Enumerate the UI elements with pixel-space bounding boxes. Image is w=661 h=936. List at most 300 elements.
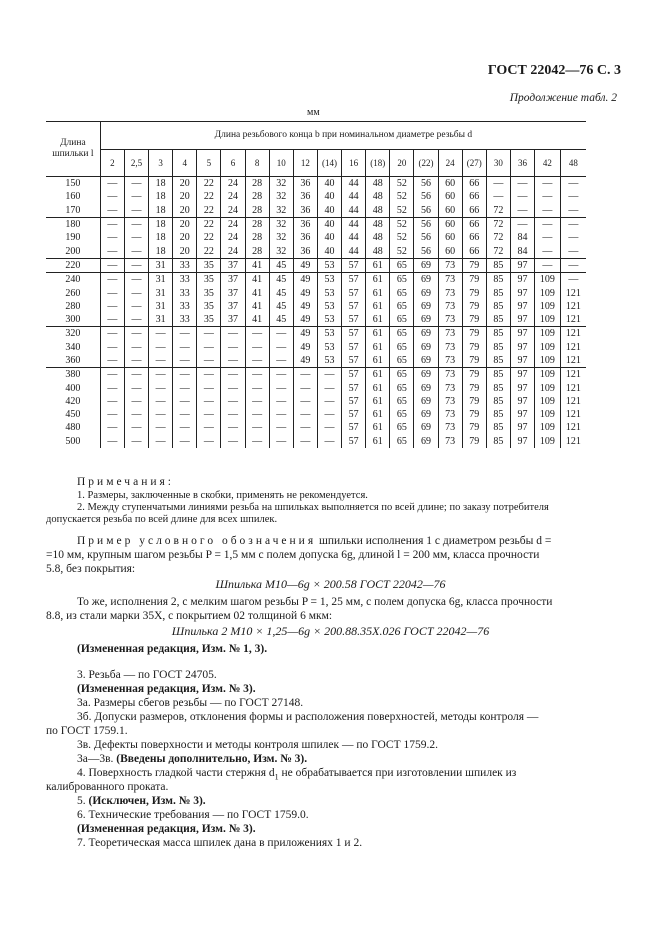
thread-length-cell: 28 (245, 177, 269, 191)
thread-length-cell: 35 (197, 258, 221, 272)
thread-length-cell: — (535, 177, 561, 191)
diameter-header-cell: 48 (560, 150, 586, 177)
item-7: 7. Теоретическая масса шпилек дана в приложениях 1 и 2. (77, 837, 363, 849)
thread-length-cell: — (124, 190, 148, 203)
diameter-header-cell: (14) (317, 150, 341, 177)
thread-length-cell: 52 (390, 204, 414, 218)
thread-length-cell: — (124, 231, 148, 244)
thread-length-cell: 65 (390, 300, 414, 313)
thread-length-cell: 56 (414, 244, 438, 258)
thread-length-cell: — (100, 300, 124, 313)
thread-length-cell: 57 (342, 368, 366, 382)
thread-length-cell: 56 (414, 204, 438, 218)
thread-length-header: Длина резьбового конца b при номинальном диаметре резьбы d (100, 122, 586, 150)
thread-length-cell: — (197, 421, 221, 434)
thread-length-cell: 73 (438, 327, 462, 341)
length-cell: 320 (46, 327, 100, 341)
thread-length-cell: 53 (317, 354, 341, 368)
length-cell: 380 (46, 368, 100, 382)
thread-length-cell: 61 (366, 354, 390, 368)
thread-length-cell: 61 (366, 341, 390, 354)
thread-length-cell: 66 (462, 231, 486, 244)
thread-length-cell: 121 (565, 435, 581, 447)
thread-length-cell: — (197, 341, 221, 354)
thread-length-cell: — (124, 395, 148, 408)
thread-length-cell: — (535, 217, 561, 231)
thread-length-cell: 22 (197, 217, 221, 231)
thread-length-cell: 97 (510, 381, 534, 394)
thread-length-cell: — (317, 435, 341, 448)
table-row (46, 273, 586, 287)
thread-length-cell: 73 (438, 354, 462, 368)
thread-length-cell: — (245, 435, 269, 448)
thread-length-cell: 65 (390, 421, 414, 434)
thread-length-cell: 97 (510, 354, 534, 368)
thread-length-cell: 65 (390, 408, 414, 421)
item-5-note: (Исключен, Изм. № 3). (88, 795, 206, 807)
thread-length-cell: 121 (565, 341, 581, 353)
designation-1: Шпилька М10—6g × 200.58 ГОСТ 22042—76 (215, 577, 446, 591)
thread-length-cell: 97 (510, 368, 534, 382)
thread-length-cell: 66 (462, 217, 486, 231)
thread-length-cell: 56 (414, 217, 438, 231)
thread-length-cell: 85 (486, 286, 510, 299)
thread-length-cell: 97 (510, 341, 534, 354)
thread-length-cell: 61 (366, 286, 390, 299)
thread-length-cell: 40 (317, 177, 341, 191)
thread-length-cell: — (173, 395, 197, 408)
thread-length-cell: — (149, 408, 173, 421)
thread-length-cell: — (510, 190, 534, 203)
thread-length-cell: — (568, 178, 579, 190)
thread-length-cell: 85 (486, 381, 510, 394)
thread-length-cell: — (221, 421, 245, 434)
thread-length-cell: 40 (317, 204, 341, 218)
thread-length-cell: — (269, 368, 293, 382)
thread-length-cell: 53 (317, 286, 341, 299)
diameter-header-cell: 12 (293, 150, 317, 177)
thread-length-cell: 32 (269, 231, 293, 244)
length-cell: 180 (46, 217, 100, 231)
thread-length-cell: — (293, 368, 317, 382)
edition-note-3: (Измененная редакция, Изм. № 3). (77, 683, 256, 695)
thread-length-cell: 72 (486, 217, 510, 231)
length-cell: 450 (46, 408, 100, 421)
thread-length-cell: — (221, 435, 245, 448)
thread-length-cell: 28 (245, 204, 269, 218)
thread-length-cell: — (510, 217, 534, 231)
thread-length-cell: 66 (462, 190, 486, 203)
thread-length-cell: — (149, 341, 173, 354)
item-3a-3v (77, 752, 307, 766)
thread-length-cell: 35 (197, 286, 221, 299)
thread-length-cell: 109 (535, 286, 561, 299)
note-1: 1. Размеры, заключенные в скобки, применять не рекомендуется. (77, 490, 368, 501)
stud-thread-length-table (46, 121, 586, 448)
diameter-header-cell: 2,5 (124, 150, 148, 177)
table-row (46, 204, 586, 218)
thread-length-cell: 69 (414, 368, 438, 382)
length-cell: 480 (46, 421, 100, 434)
thread-length-cell: 109 (535, 341, 561, 354)
diameter-header-cell: 5 (197, 150, 221, 177)
thread-length-cell: 31 (149, 258, 173, 272)
thread-length-cell: 22 (197, 177, 221, 191)
thread-length-cell: 65 (390, 395, 414, 408)
thread-length-cell: 48 (366, 190, 390, 203)
thread-length-cell: 53 (317, 341, 341, 354)
thread-length-cell: 28 (245, 244, 269, 258)
thread-length-cell: — (124, 408, 148, 421)
table-row (46, 368, 586, 382)
thread-length-cell: — (124, 341, 148, 354)
thread-length-cell: 97 (510, 435, 534, 448)
length-cell: 280 (46, 300, 100, 313)
thread-length-cell: 57 (342, 313, 366, 327)
thread-length-cell: 18 (149, 177, 173, 191)
thread-length-cell: — (568, 191, 579, 203)
thread-length-cell: 65 (390, 354, 414, 368)
example-line-2: =10 мм, крупным шагом резьбы P = 1,5 мм с полем допуска 6g, длиной l = 200 мм, класса прочности (46, 549, 540, 561)
thread-length-cell: 69 (414, 435, 438, 448)
length-cell: 340 (46, 341, 100, 354)
thread-length-cell: 24 (221, 244, 245, 258)
thread-length-cell: 79 (462, 300, 486, 313)
diameter-header-cell: 42 (535, 150, 561, 177)
thread-length-cell: 41 (245, 273, 269, 287)
thread-length-cell: 61 (366, 327, 390, 341)
item-4-line-2: калиброванного проката. (46, 781, 169, 793)
table-row (46, 258, 586, 272)
thread-length-cell: — (245, 368, 269, 382)
thread-length-cell: 36 (293, 204, 317, 218)
thread-length-cell: 18 (149, 244, 173, 258)
thread-length-cell: 20 (173, 190, 197, 203)
thread-length-cell: 61 (366, 421, 390, 434)
thread-length-cell: 85 (486, 368, 510, 382)
thread-length-cell: 52 (390, 231, 414, 244)
thread-length-cell: 85 (486, 273, 510, 287)
thread-length-cell: 35 (197, 300, 221, 313)
thread-length-cell: — (173, 421, 197, 434)
table-row (46, 313, 586, 327)
thread-length-cell: 73 (438, 300, 462, 313)
table-row (46, 190, 586, 203)
thread-length-cell: 72 (486, 244, 510, 258)
thread-length-cell: 79 (462, 258, 486, 272)
thread-length-cell: 18 (149, 217, 173, 231)
thread-length-cell: 53 (317, 258, 341, 272)
thread-length-cell: 69 (414, 258, 438, 272)
thread-length-cell: 109 (535, 381, 561, 394)
thread-length-cell: — (149, 381, 173, 394)
thread-length-cell: — (269, 421, 293, 434)
thread-length-cell: — (100, 313, 124, 327)
thread-length-cell: 66 (462, 177, 486, 191)
thread-length-cell: 84 (510, 244, 534, 258)
diameter-header-cell: 36 (510, 150, 534, 177)
thread-length-cell: 79 (462, 368, 486, 382)
thread-length-cell: 60 (438, 177, 462, 191)
thread-length-cell: — (269, 327, 293, 341)
example-line-1-text: шпильки исполнения 1 с диаметром резьбы d = (319, 535, 552, 547)
example-lead: Пример условного обозначения (77, 535, 317, 547)
thread-length-cell: 33 (173, 313, 197, 327)
thread-length-cell: 79 (462, 327, 486, 341)
thread-length-cell: 37 (221, 258, 245, 272)
thread-length-cell: 31 (149, 300, 173, 313)
diameter-header-cell: 8 (245, 150, 269, 177)
thread-length-cell: 44 (342, 231, 366, 244)
thread-length-cell: 49 (293, 341, 317, 354)
thread-length-cell: 52 (390, 190, 414, 203)
thread-length-cell: — (100, 408, 124, 421)
thread-length-cell: 72 (486, 204, 510, 218)
thread-length-cell: 85 (486, 354, 510, 368)
thread-length-cell: 69 (414, 421, 438, 434)
table-row (46, 327, 586, 341)
thread-length-cell: 97 (510, 408, 534, 421)
thread-length-cell: 33 (173, 273, 197, 287)
thread-length-cell: 85 (486, 327, 510, 341)
thread-length-cell: — (124, 217, 148, 231)
thread-length-cell: 36 (293, 177, 317, 191)
thread-length-cell: 61 (366, 258, 390, 272)
thread-length-cell: 69 (414, 327, 438, 341)
thread-length-cell: 18 (149, 190, 173, 203)
thread-length-cell: 45 (269, 273, 293, 287)
thread-length-cell: 52 (390, 177, 414, 191)
thread-length-cell: 79 (462, 395, 486, 408)
table-row (46, 300, 586, 313)
thread-length-cell: — (100, 231, 124, 244)
thread-length-cell: — (293, 408, 317, 421)
thread-length-cell: 60 (438, 204, 462, 218)
thread-length-cell: — (269, 341, 293, 354)
thread-length-cell: 22 (197, 244, 221, 258)
thread-length-cell: 79 (462, 421, 486, 434)
thread-length-cell: 32 (269, 244, 293, 258)
thread-length-cell: — (124, 313, 148, 327)
thread-length-cell: — (100, 286, 124, 299)
thread-length-cell: 48 (366, 244, 390, 258)
thread-length-cell: 37 (221, 300, 245, 313)
thread-length-cell: 60 (438, 217, 462, 231)
thread-length-cell: — (100, 217, 124, 231)
thread-length-cell: 121 (565, 300, 581, 312)
thread-length-cell: 79 (462, 408, 486, 421)
thread-length-cell: 57 (342, 273, 366, 287)
thread-length-cell: — (221, 408, 245, 421)
thread-length-cell: 45 (269, 286, 293, 299)
item-5 (77, 794, 206, 808)
thread-length-cell: 52 (390, 217, 414, 231)
thread-length-cell: 109 (535, 435, 561, 448)
item-3a: 3а. Размеры сбегов резьбы — по ГОСТ 27148. (77, 697, 304, 709)
page-header: ГОСТ 22042—76 С. 3 (487, 63, 621, 78)
thread-length-cell: 20 (173, 217, 197, 231)
length-column-header (46, 122, 100, 177)
thread-length-cell: 69 (414, 381, 438, 394)
thread-length-cell: — (124, 421, 148, 434)
thread-length-cell: 32 (269, 177, 293, 191)
thread-length-cell: 73 (438, 381, 462, 394)
thread-length-cell: — (245, 354, 269, 368)
thread-length-cell: 40 (317, 190, 341, 203)
thread-length-cell: — (100, 368, 124, 382)
thread-length-cell: 53 (317, 300, 341, 313)
thread-length-cell: 41 (245, 300, 269, 313)
thread-length-cell: 73 (438, 435, 462, 448)
thread-length-cell: 84 (510, 231, 534, 244)
thread-length-cell: 85 (486, 341, 510, 354)
item-5-label: 5. (77, 795, 86, 807)
thread-length-cell: 61 (366, 395, 390, 408)
thread-length-cell: 48 (366, 217, 390, 231)
thread-length-cell: 57 (342, 421, 366, 434)
thread-length-cell: — (317, 408, 341, 421)
thread-length-cell: 65 (390, 273, 414, 287)
item-3: 3. Резьба — по ГОСТ 24705. (77, 669, 217, 681)
thread-length-cell: 49 (293, 258, 317, 272)
thread-length-cell: — (173, 408, 197, 421)
thread-length-cell: — (173, 327, 197, 341)
thread-length-cell: 22 (197, 231, 221, 244)
thread-length-cell: 32 (269, 190, 293, 203)
thread-length-cell: 33 (173, 258, 197, 272)
thread-length-cell: 121 (565, 369, 581, 381)
thread-length-cell: 28 (245, 190, 269, 203)
diameter-header-cell: 4 (173, 150, 197, 177)
thread-length-cell: 72 (486, 231, 510, 244)
thread-length-cell: 109 (535, 313, 561, 327)
thread-length-cell: — (245, 327, 269, 341)
thread-length-cell: 41 (245, 258, 269, 272)
length-cell: 420 (46, 395, 100, 408)
thread-length-cell: — (568, 219, 579, 231)
thread-length-cell: 53 (317, 273, 341, 287)
length-header-line-2: шпильки l (52, 149, 94, 159)
thread-length-cell: 61 (366, 368, 390, 382)
thread-length-cell: 56 (414, 190, 438, 203)
thread-length-cell: 45 (269, 258, 293, 272)
thread-length-cell: 69 (414, 408, 438, 421)
length-cell: 150 (46, 177, 100, 191)
thread-length-cell: 79 (462, 354, 486, 368)
thread-length-cell: 20 (173, 231, 197, 244)
thread-length-cell: — (221, 368, 245, 382)
thread-length-cell: — (535, 244, 561, 258)
table-row (46, 395, 586, 408)
thread-length-cell: 79 (462, 435, 486, 448)
thread-length-cell: — (269, 435, 293, 448)
diameter-header-cell: (18) (366, 150, 390, 177)
thread-length-cell: — (560, 258, 586, 272)
designation-2: Шпилька 2 М10 × 1,25—6g × 200.88.35Х.026 ГОСТ 22042—76 (171, 624, 490, 638)
length-cell: 400 (46, 381, 100, 394)
thread-length-cell: 18 (149, 231, 173, 244)
thread-length-cell: 61 (366, 313, 390, 327)
thread-length-cell: 97 (510, 286, 534, 299)
thread-length-cell: — (510, 177, 534, 191)
thread-length-cell: — (221, 327, 245, 341)
thread-length-cell: — (568, 232, 579, 244)
thread-length-cell: 121 (565, 287, 581, 299)
thread-length-cell: — (149, 421, 173, 434)
thread-length-cell: 52 (390, 244, 414, 258)
thread-length-cell: 109 (535, 395, 561, 408)
thread-length-cell: 57 (342, 435, 366, 448)
thread-length-cell: — (149, 354, 173, 368)
table-row (46, 421, 586, 434)
thread-length-cell: 44 (342, 190, 366, 203)
thread-length-cell: 35 (197, 313, 221, 327)
thread-length-cell: — (317, 421, 341, 434)
thread-length-cell: 69 (414, 341, 438, 354)
length-cell: 360 (46, 354, 100, 368)
thread-length-cell: 40 (317, 231, 341, 244)
thread-length-cell: 97 (510, 395, 534, 408)
thread-length-cell: 65 (390, 435, 414, 448)
thread-length-cell: 28 (245, 217, 269, 231)
thread-length-cell: 33 (173, 286, 197, 299)
thread-length-cell: — (535, 258, 561, 272)
thread-length-cell: 109 (535, 421, 561, 434)
example-line-3: 5.8, без покрытия: (46, 563, 136, 575)
thread-length-cell: 45 (269, 300, 293, 313)
thread-length-cell: 97 (510, 313, 534, 327)
thread-length-cell: 60 (438, 190, 462, 203)
diameter-header-cell: 16 (342, 150, 366, 177)
thread-length-cell: — (197, 368, 221, 382)
thread-length-cell: — (221, 395, 245, 408)
note-2-line-2: допускается резьба по всей длине для всех шпилек. (46, 514, 278, 525)
thread-length-cell: — (197, 327, 221, 341)
thread-length-cell: 32 (269, 217, 293, 231)
thread-length-cell: — (269, 381, 293, 394)
thread-length-cell: — (124, 435, 148, 448)
thread-length-cell: 44 (342, 204, 366, 218)
thread-length-cell: — (317, 381, 341, 394)
example-line-1 (77, 534, 551, 548)
thread-length-cell: 121 (565, 395, 581, 407)
thread-length-cell: — (560, 204, 586, 218)
thread-length-cell: — (173, 354, 197, 368)
diameter-header-cell: 2 (100, 150, 124, 177)
thread-length-cell: 73 (438, 258, 462, 272)
table-row (46, 231, 586, 244)
thread-length-cell: 24 (221, 231, 245, 244)
table-row (46, 408, 586, 421)
length-cell: 300 (46, 313, 100, 327)
thread-length-cell: 44 (342, 177, 366, 191)
thread-length-cell: 18 (149, 204, 173, 218)
thread-length-cell: — (100, 381, 124, 394)
thread-length-cell: — (197, 395, 221, 408)
thread-length-cell: — (221, 341, 245, 354)
diameter-header-row (46, 150, 586, 177)
length-cell: 240 (46, 273, 100, 287)
thread-length-cell: 61 (366, 381, 390, 394)
thread-length-cell: — (124, 300, 148, 313)
thread-length-cell: — (197, 408, 221, 421)
thread-length-cell: — (221, 354, 245, 368)
thread-length-cell: 35 (197, 273, 221, 287)
thread-length-cell: — (100, 421, 124, 434)
table-continuation-label: Продолжение табл. 2 (509, 92, 617, 104)
thread-length-cell: 24 (221, 204, 245, 218)
thread-length-cell: 73 (438, 421, 462, 434)
